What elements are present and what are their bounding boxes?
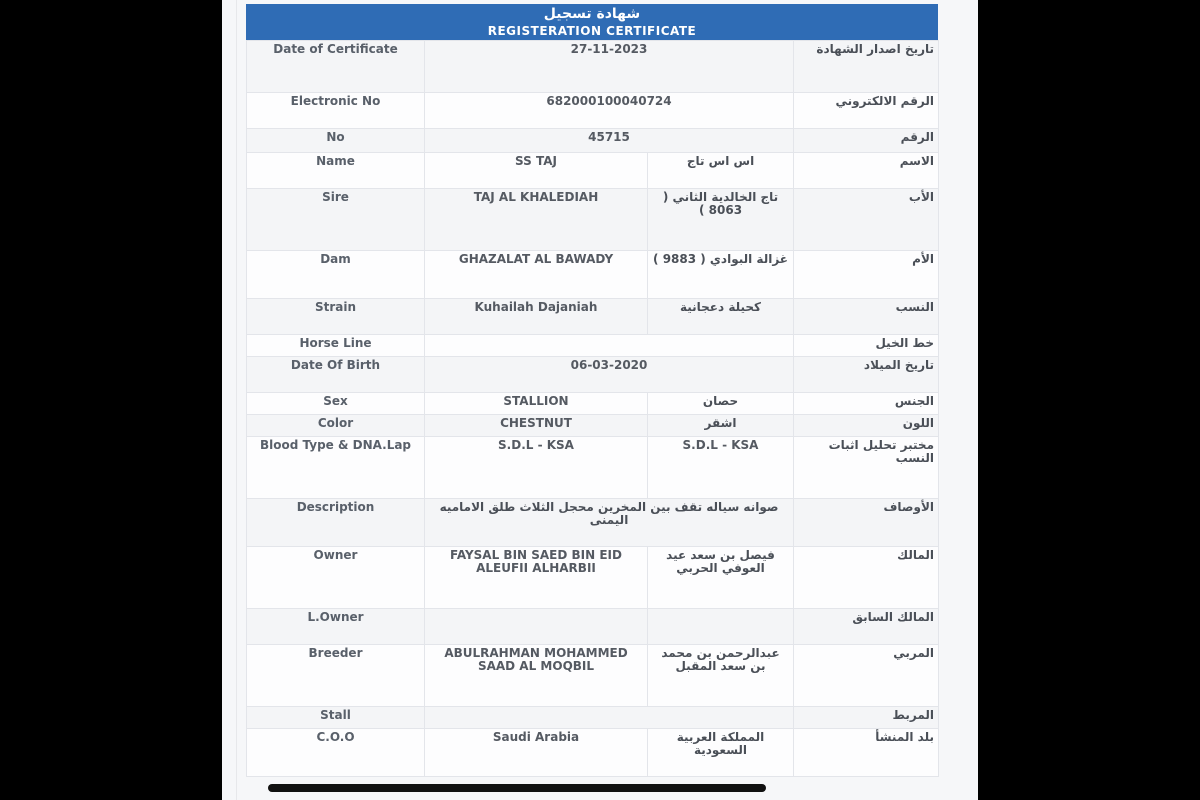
field-label: Owner — [247, 547, 425, 609]
field-label: Electronic No — [247, 93, 425, 129]
row-sire — [247, 189, 939, 251]
field-label: Sire — [247, 189, 425, 251]
field-value: صوانه سياله تقف بين المخرين محجل الثلاث طلق الاماميه اليمنى — [425, 499, 794, 547]
row-name — [247, 153, 939, 189]
row-electronic-no — [247, 93, 939, 129]
row-owner — [247, 547, 939, 609]
field-label-arabic: المالك السابق — [794, 609, 939, 645]
field-label-arabic: الأم — [794, 251, 939, 299]
field-value: Kuhailah Dajaniah — [425, 299, 648, 335]
field-label: C.O.O — [247, 729, 425, 777]
field-value-arabic: المملكة العربية السعودية — [648, 729, 794, 777]
field-label-arabic: الرقم — [794, 129, 939, 153]
row-no — [247, 129, 939, 153]
field-label-arabic: الأوصاف — [794, 499, 939, 547]
row-sex — [247, 393, 939, 415]
field-label-arabic: المربط — [794, 707, 939, 729]
field-label-arabic: خط الخيل — [794, 335, 939, 357]
row-date-of-certificate — [247, 41, 939, 93]
field-label-arabic: الجنس — [794, 393, 939, 415]
row-horse-line — [247, 335, 939, 357]
field-label: Description — [247, 499, 425, 547]
field-value-arabic: حصان — [648, 393, 794, 415]
field-value-arabic: فيصل بن سعد عيد العوفي الحربي — [648, 547, 794, 609]
row-last-owner — [247, 609, 939, 645]
field-value — [425, 609, 648, 645]
field-value: S.D.L - KSA — [425, 437, 648, 499]
field-label-arabic: بلد المنشأ — [794, 729, 939, 777]
field-value — [425, 335, 794, 357]
field-value: 27-11-2023 — [425, 41, 794, 93]
row-date-of-birth — [247, 357, 939, 393]
field-value: CHESTNUT — [425, 415, 648, 437]
home-indicator-bar[interactable] — [268, 784, 766, 792]
field-label-arabic: اللون — [794, 415, 939, 437]
field-value-secondary: S.D.L - KSA — [648, 437, 794, 499]
certificate-table — [246, 40, 939, 777]
field-value: ABULRAHMAN MOHAMMED SAAD AL MOQBIL — [425, 645, 648, 707]
field-label: Dam — [247, 251, 425, 299]
field-value-arabic — [648, 609, 794, 645]
field-label: Breeder — [247, 645, 425, 707]
field-value-arabic: عبدالرحمن بن محمد بن سعد المقبل — [648, 645, 794, 707]
row-color — [247, 415, 939, 437]
row-dam — [247, 251, 939, 299]
row-description — [247, 499, 939, 547]
field-value: 45715 — [425, 129, 794, 153]
field-label-arabic: الاسم — [794, 153, 939, 189]
field-value — [425, 707, 794, 729]
field-label: Color — [247, 415, 425, 437]
field-value: GHAZALAT AL BAWADY — [425, 251, 648, 299]
field-value: FAYSAL BIN SAED BIN EID ALEUFII ALHARBII — [425, 547, 648, 609]
row-stall — [247, 707, 939, 729]
page-edge-line — [236, 0, 237, 800]
field-value-arabic: اس اس تاج — [648, 153, 794, 189]
row-country-of-origin — [247, 729, 939, 777]
field-label: L.Owner — [247, 609, 425, 645]
field-label: No — [247, 129, 425, 153]
field-label-arabic: النسب — [794, 299, 939, 335]
field-value: Saudi Arabia — [425, 729, 648, 777]
field-value: SS TAJ — [425, 153, 648, 189]
field-label: Stall — [247, 707, 425, 729]
field-value-arabic: كحيلة دعجانية — [648, 299, 794, 335]
field-label: Blood Type & DNA.Lap — [247, 437, 425, 499]
row-strain — [247, 299, 939, 335]
field-label-arabic: مختبر تحليل اثبات النسب — [794, 437, 939, 499]
certificate-header — [246, 4, 938, 40]
row-breeder — [247, 645, 939, 707]
field-value-arabic: تاج الخالدية الثاني ( 8063 ) — [648, 189, 794, 251]
field-value-arabic: اشقر — [648, 415, 794, 437]
row-blood-type — [247, 437, 939, 499]
field-value: STALLION — [425, 393, 648, 415]
field-value-arabic: غزالة البوادي ( 9883 ) — [648, 251, 794, 299]
field-value: TAJ AL KHALEDIAH — [425, 189, 648, 251]
field-label: Sex — [247, 393, 425, 415]
field-label-arabic: المالك — [794, 547, 939, 609]
header-title-english: REGISTERATION CERTIFICATE — [487, 24, 697, 38]
field-label-arabic: المربي — [794, 645, 939, 707]
field-label-arabic: تاريخ الميلاد — [794, 357, 939, 393]
field-label-arabic: الرقم الالكتروني — [794, 93, 939, 129]
field-value: 682000100040724 — [425, 93, 794, 129]
field-label: Strain — [247, 299, 425, 335]
field-label: Horse Line — [247, 335, 425, 357]
field-value: 06-03-2020 — [425, 357, 794, 393]
header-title-arabic: شهادة تسجيل — [543, 6, 641, 22]
field-label: Date of Certificate — [247, 41, 425, 93]
field-label-arabic: الأب — [794, 189, 939, 251]
field-label: Date Of Birth — [247, 357, 425, 393]
field-label-arabic: تاريخ اصدار الشهادة — [794, 41, 939, 93]
field-label: Name — [247, 153, 425, 189]
